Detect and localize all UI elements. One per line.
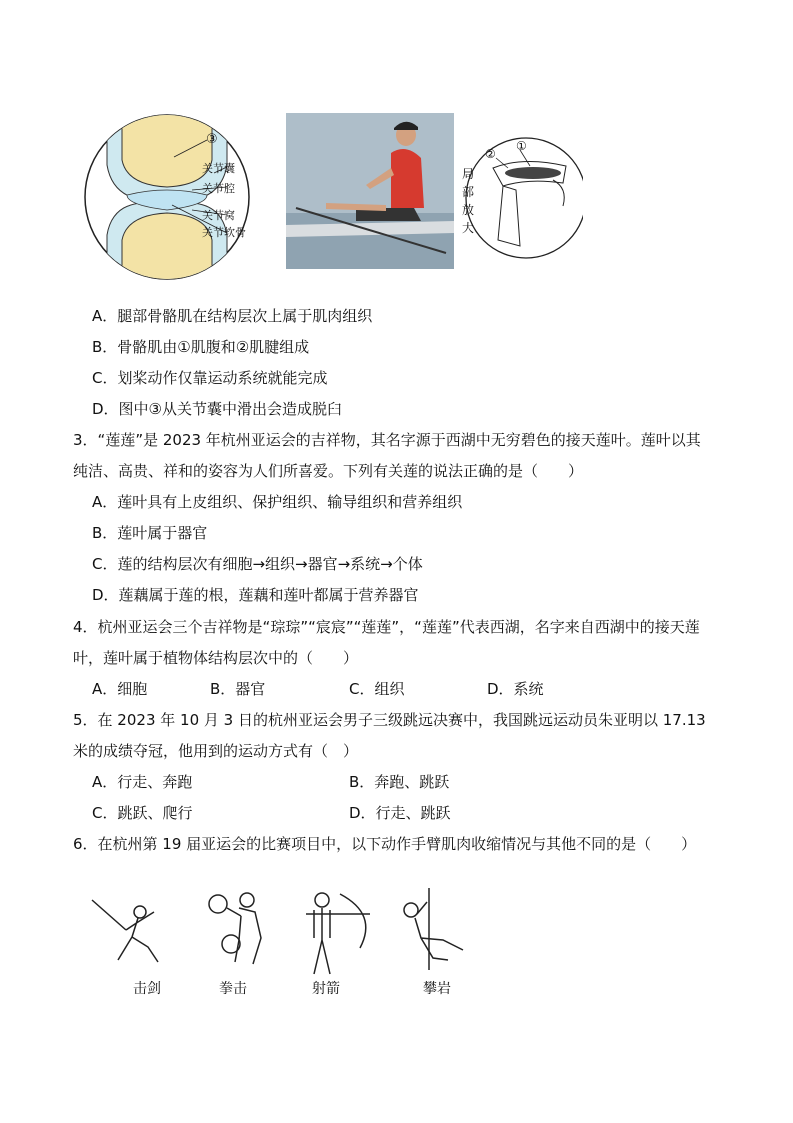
caption-archery: 射箭 [312, 981, 340, 997]
climbing-figure [393, 888, 473, 973]
caption-fencing: 击剑 [133, 981, 161, 997]
caption-boxing: 拳击 [219, 981, 247, 997]
climbing-icon [393, 888, 473, 973]
q4-stem-line1: 4．杭州亚运会三个吉祥物是“琮琮”“宸宸”“莲莲”，“莲莲”代表西湖，名字来自西湖中的接天莲 [73, 618, 700, 636]
q5-option-c: C．跳跃、爬行 [92, 804, 193, 822]
q2-option-d: D．图中③从关节囊中滑出会造成脱臼 [92, 400, 342, 418]
archery-figure [300, 888, 375, 976]
q5-stem-line1: 5．在 2023 年 10 月 3 日的杭州亚运会男子三级跳远决赛中，我国跳远运动员朱亚明以 17.13 [73, 711, 706, 729]
joint-label-cartilage: 关节软骨 [202, 226, 246, 239]
q5-option-a: A．行走、奔跑 [92, 773, 193, 791]
q3-option-d: D．莲藕属于莲的根，莲藕和莲叶都属于营养器官 [92, 586, 419, 604]
joint-label-socket: 关节窝 [202, 209, 235, 222]
zoom-label-4: 大 [462, 221, 475, 235]
fencing-icon [88, 892, 178, 967]
q5-option-b: B．奔跑、跳跃 [349, 773, 450, 791]
marker-2: ② [485, 147, 496, 161]
q4-option-c: C．组织 [349, 680, 405, 698]
archery-icon [300, 888, 375, 976]
rower-image [286, 113, 454, 269]
q3-stem-line2: 纯洁、高贵、祥和的姿容为人们所喜爱。下列有关莲的说法正确的是（ ） [73, 462, 584, 480]
boxing-figure [205, 890, 275, 968]
leg-muscle-figure [458, 128, 583, 268]
q3-option-c: C．莲的结构层次有细胞→组织→器官→系统→个体 [92, 555, 423, 573]
rowing-photo [286, 113, 454, 269]
q2-option-a: A．腿部骨骼肌在结构层次上属于肌肉组织 [92, 307, 373, 325]
fencing-figure [88, 892, 178, 967]
caption-climbing: 攀岩 [423, 981, 451, 997]
q5-stem-line2: 米的成绩夺冠，他用到的运动方式有（ ） [73, 742, 359, 760]
marker-1: ① [516, 139, 527, 153]
q4-stem-line2: 叶，莲叶属于植物体结构层次中的（ ） [73, 649, 359, 667]
knee-joint-figure [82, 105, 282, 290]
zoom-label-3: 放 [462, 203, 475, 217]
q6-stem: 6．在杭州第 19 届亚运会的比赛项目中，以下动作手臂肌肉收缩情况与其他不同的是（ ） [73, 835, 697, 853]
marker-3: ③ [206, 132, 218, 147]
leg-diagram [458, 128, 583, 268]
joint-label-capsule: 关节囊 [202, 162, 235, 175]
q4-option-a: A．细胞 [92, 680, 148, 698]
q2-option-b: B．骨骼肌由①肌腹和②肌腱组成 [92, 338, 310, 356]
zoom-label-2: 部 [462, 185, 475, 199]
q4-option-d: D．系统 [487, 680, 544, 698]
q3-stem-line1: 3．“莲莲”是 2023 年杭州亚运会的吉祥物，其名字源于西湖中无穷碧色的接天莲叶。莲叶以其 [73, 431, 701, 449]
q4-option-b: B．器官 [210, 680, 266, 698]
joint-label-cavity: 关节腔 [202, 182, 235, 195]
q2-option-c: C．划桨动作仅靠运动系统就能完成 [92, 369, 328, 387]
q3-option-b: B．莲叶属于器官 [92, 524, 208, 542]
knee-joint-diagram [82, 105, 282, 290]
zoom-label-1: 局 [462, 167, 475, 181]
q3-option-a: A．莲叶具有上皮组织、保护组织、输导组织和营养组织 [92, 493, 463, 511]
q5-option-d: D．行走、跳跃 [349, 804, 451, 822]
boxing-icon [205, 890, 275, 968]
